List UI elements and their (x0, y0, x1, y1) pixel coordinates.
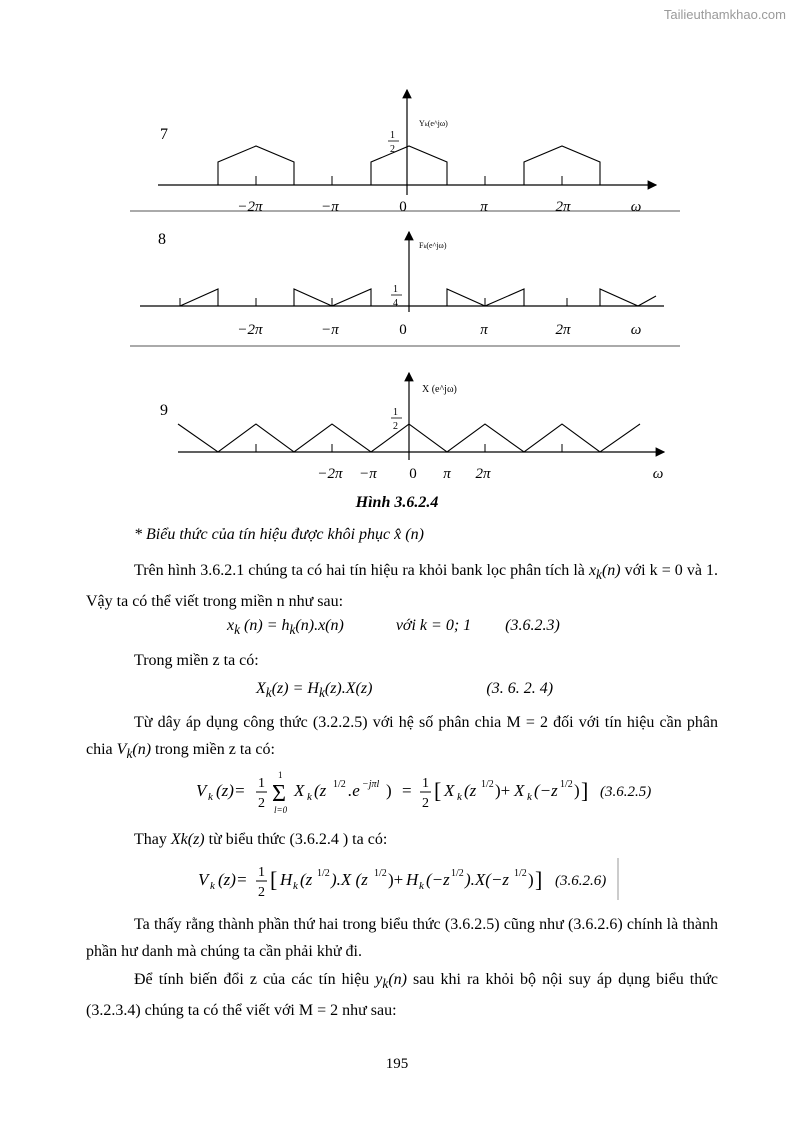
svg-text:V: V (196, 781, 207, 800)
svg-text:1/2: 1/2 (481, 779, 494, 790)
subheading: * Biểu thức của tín hiệu được khôi phục x̂ (n) (134, 526, 424, 543)
spectrum-curve (218, 146, 600, 185)
svg-text:).X (z: ).X (z (331, 870, 368, 889)
function-label: Yₖ(e^jω) (419, 119, 448, 128)
svg-text:): ) (528, 870, 534, 889)
svg-text:k: k (419, 880, 424, 892)
figure-caption: Hình 3.6.2.4 (355, 494, 439, 511)
svg-text:=: = (402, 781, 412, 800)
svg-text:1: 1 (258, 776, 265, 791)
svg-text:k: k (307, 791, 312, 803)
watermark: Tailieuthamkhao.com (663, 7, 786, 22)
svg-text:X: X (514, 781, 525, 800)
tick-marks (256, 176, 562, 185)
svg-text:1/2: 1/2 (451, 868, 464, 879)
svg-text:)+: )+ (388, 870, 404, 889)
svg-text:(z)=: (z)= (218, 870, 248, 889)
paragraph-5: Ta thấy rằng thành phần thứ hai trong biểu thức (3.6.2.5) cũng như (3.6.2.6) chính là thành phần hư danh mà chúng ta cần phải khử đi. (86, 916, 718, 960)
svg-text:).X(−z: ).X(−z (465, 870, 510, 889)
svg-text:)+: )+ (495, 781, 511, 800)
svg-text:X: X (294, 781, 305, 800)
paragraph-2: Trong miền z ta có: (134, 652, 259, 669)
tick-label: 0 (399, 199, 407, 215)
amplitude-den: 4 (393, 298, 398, 309)
page-number: 195 (385, 1056, 409, 1072)
svg-text:H: H (406, 870, 419, 889)
panel-number: 9 (160, 402, 168, 419)
svg-text:−jπl: −jπl (362, 779, 380, 790)
svg-text:2: 2 (422, 796, 429, 811)
function-label: Fₖ(e^jω) (419, 241, 447, 250)
tick-label: ω (652, 466, 664, 482)
tick-label: −π (321, 322, 339, 338)
svg-text:1: 1 (278, 770, 283, 780)
paragraph-3: Từ dây áp dụng công thức (3.2.2.5) với hệ số phân chia M = 2 đối với tín hiệu cần phân chia $V_k(n)$ trong miền z ta có: (86, 714, 718, 762)
function-label: X (e^jω) (422, 384, 457, 395)
svg-text:X: X (444, 781, 455, 800)
tick-label: 0 (399, 322, 407, 338)
svg-text:[: [ (270, 867, 278, 892)
tick-label: 2π (555, 322, 571, 338)
svg-text:1/2: 1/2 (514, 868, 527, 879)
svg-text:]: ] (535, 867, 543, 892)
tick-label: 2π (475, 466, 491, 482)
panel-number: 8 (158, 231, 166, 248)
svg-text:(z: (z (300, 870, 313, 889)
equation-number: (3.6.2.6) (555, 873, 607, 889)
svg-text:): ) (574, 781, 580, 800)
svg-text:1/2: 1/2 (317, 868, 330, 879)
svg-text:(z: (z (464, 781, 477, 800)
spectrum-figure (0, 0, 794, 490)
tick-label: ω (630, 322, 642, 338)
paragraph-4: Thay Xk(z) từ biểu thức (3.6.2.4 ) ta có: (134, 831, 388, 848)
svg-text:k: k (457, 791, 462, 803)
svg-text:k: k (210, 880, 215, 892)
svg-text:(z: (z (314, 781, 327, 800)
svg-text:): ) (386, 781, 392, 800)
equation-3-6-2-4: $X_k(z) = H_k(z).X(z)$ (3. 6. 2. 4) (256, 680, 554, 701)
amplitude-den: 2 (393, 421, 398, 432)
amplitude-num: 1 (393, 407, 398, 418)
equation-number: (3.6.2.5) (600, 784, 652, 800)
tick-label: −2π (237, 199, 263, 215)
svg-text:1/2: 1/2 (374, 868, 387, 879)
panel-8 (140, 231, 664, 338)
tick-label: −2π (237, 322, 263, 338)
equation-3-6-2-6 (192, 856, 632, 902)
svg-text:1: 1 (422, 776, 429, 791)
tick-label: π (480, 199, 488, 215)
tick-label: ω (630, 199, 642, 215)
panel-number: 7 (160, 126, 168, 143)
svg-text:.e: .e (348, 781, 360, 800)
paragraph-6: Để tính biến đổi z của các tín hiệu $y_k(n)$ sau khi ra khỏi bộ nội suy áp dụng biểu thức (3.2.3.4) chúng ta có thể viết với M = 2 như sau: (86, 971, 718, 1020)
tick-label: −π (321, 199, 339, 215)
svg-text:(z)=: (z)= (216, 781, 246, 800)
tick-label: 2π (555, 199, 571, 215)
panel-9 (160, 373, 664, 482)
paragraph-1: Trên hình 3.6.2.1 chúng ta có hai tín hiệu ra khỏi bank lọc phân tích là $x_k(n)$ với k = 0 và 1. Vậy ta có thể viết trong miền n như sau: (86, 562, 719, 611)
svg-text:[: [ (434, 778, 442, 803)
tick-marks (180, 298, 567, 306)
svg-text:l=0: l=0 (274, 805, 288, 815)
tick-label: −π (359, 466, 377, 482)
spectrum-curve (180, 289, 656, 306)
svg-text:k: k (293, 880, 298, 892)
svg-text:]: ] (581, 778, 589, 803)
svg-text:1: 1 (258, 865, 265, 880)
svg-text:k: k (208, 791, 213, 803)
svg-text:1/2: 1/2 (560, 779, 573, 790)
svg-text:(−z: (−z (534, 781, 558, 800)
svg-text:Σ: Σ (272, 781, 286, 807)
svg-text:H: H (280, 870, 293, 889)
svg-text:1/2: 1/2 (333, 779, 346, 790)
equation-3-6-2-5 (190, 765, 652, 817)
amplitude-num: 1 (390, 130, 395, 141)
tick-label: π (443, 466, 451, 482)
amplitude-num: 1 (393, 284, 398, 295)
svg-text:(−z: (−z (426, 870, 450, 889)
svg-text:k: k (527, 791, 532, 803)
svg-text:V: V (198, 870, 209, 889)
amplitude-den: 2 (390, 144, 395, 155)
tick-label: π (480, 322, 488, 338)
tick-label: −2π (317, 466, 343, 482)
tick-label: 0 (409, 466, 417, 482)
svg-text:2: 2 (258, 885, 265, 900)
equation-3-6-2-3: $x_k$ $(n) = h_k(n).x(n)$ với k = 0; 1 (3.6.2.3) (227, 617, 560, 638)
svg-text:2: 2 (258, 796, 265, 811)
panel-7 (158, 90, 656, 215)
